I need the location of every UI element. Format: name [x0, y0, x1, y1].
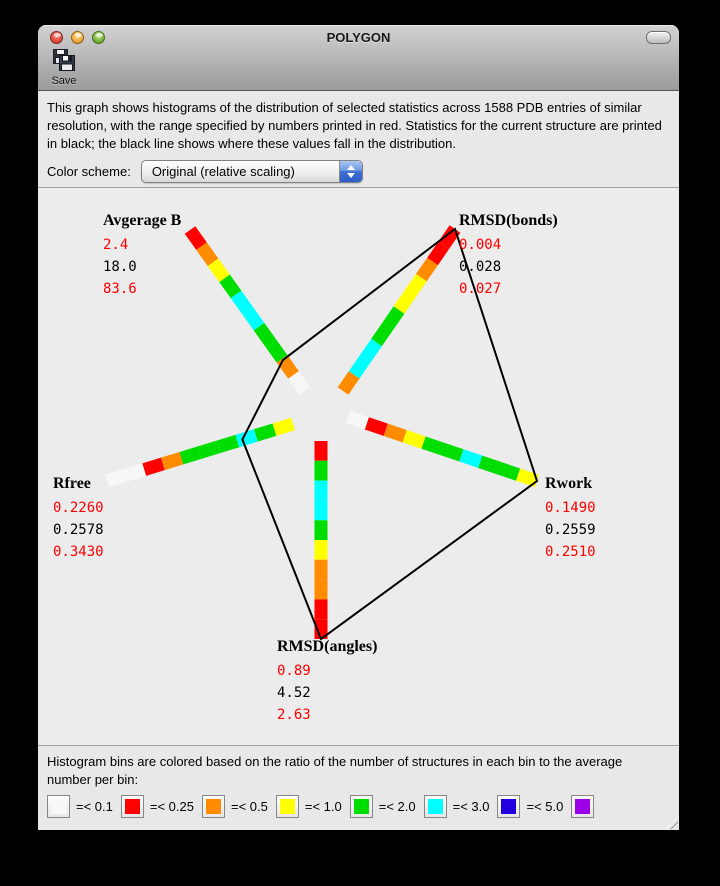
axis-current-value: 4.52: [277, 685, 311, 701]
axis-range-max: 2.63: [277, 707, 311, 723]
toolbar: [38, 51, 679, 90]
axis-current-value: 0.2559: [545, 522, 596, 538]
legend-label: =< 5.0: [526, 799, 564, 814]
legend-swatch: [571, 795, 594, 818]
legend-swatch: [47, 795, 70, 818]
title-bar[interactable]: [38, 25, 679, 51]
axis-range-min: 2.4: [103, 237, 129, 253]
save-button-label: Save: [51, 75, 77, 87]
axis-label-rmsd-bonds: [459, 212, 558, 300]
save-button[interactable]: [47, 48, 81, 87]
axis-range-min: 0.1490: [545, 500, 596, 516]
color-scheme-select[interactable]: [141, 160, 363, 183]
axis-label-rfree: [53, 475, 104, 563]
axis-name: RMSD(angles): [277, 638, 378, 655]
legend-row: [47, 795, 669, 818]
legend-label: =< 2.0: [378, 799, 416, 814]
legend-item: [47, 795, 113, 818]
save-floppy-icon: [52, 48, 76, 72]
legend-item: [497, 795, 563, 818]
color-scheme-row: [47, 160, 669, 183]
legend-label: =< 0.5: [230, 799, 268, 814]
chart-canvas: [38, 188, 679, 745]
legend-item: [276, 795, 342, 818]
description-text: This graph shows histograms of the distribution of selected statistics across 1588 PDB entries of similar resolution, with the range specified by numbers printed in red. Statistics for the current structure are printed in black; the black line shows where these values fall in the distribution.: [47, 100, 662, 151]
popup-stepper-icon: [339, 161, 362, 182]
axis-current-value: 0.2578: [53, 522, 104, 538]
legend-description-text: Histogram bins are colored based on the ratio of the number of structures in each bin to the average number per bin:: [47, 754, 623, 787]
legend-panel: [38, 745, 679, 830]
axis-name: Avgerage B: [103, 212, 182, 229]
window-title: POLYGON: [326, 30, 391, 45]
legend-label: =< 3.0: [452, 799, 490, 814]
legend-item: [571, 795, 600, 818]
legend-swatch: [202, 795, 225, 818]
axis-name: RMSD(bonds): [459, 212, 558, 229]
axis-range-max: 0.3430: [53, 544, 104, 560]
legend-item: [121, 795, 194, 818]
axis-range-max: 83.6: [103, 281, 137, 297]
axis-current-value: 0.028: [459, 259, 502, 275]
down-arrow-icon: [347, 173, 355, 178]
legend-swatch: [350, 795, 373, 818]
legend-item: [350, 795, 416, 818]
axis-current-value: 18.0: [103, 259, 137, 275]
axis-range-max: 0.027: [459, 281, 502, 297]
axis-range-min: 0.89: [277, 663, 311, 679]
color-scheme-selected-value: Original (relative scaling): [151, 164, 295, 179]
legend-swatch: [276, 795, 299, 818]
axis-label-rwork: [545, 475, 596, 563]
legend-swatch: [121, 795, 144, 818]
axis-name: Rfree: [53, 475, 91, 492]
legend-label: =< 1.0: [304, 799, 342, 814]
axis-range-max: 0.2510: [545, 544, 596, 560]
polygon-window: [38, 25, 679, 830]
axis-label-rmsd-angles: [277, 638, 377, 726]
legend-swatch: [497, 795, 520, 818]
axis-range-min: 0.004: [459, 237, 502, 253]
legend-label: =< 0.25: [149, 799, 194, 814]
legend-label: =< 0.1: [76, 799, 113, 814]
toolbar-toggle-button[interactable]: [646, 31, 671, 44]
window-chrome: [38, 25, 679, 91]
color-scheme-label: Color scheme:: [47, 164, 131, 179]
up-arrow-icon: [347, 165, 355, 170]
legend-swatch: [424, 795, 447, 818]
legend-item: [424, 795, 490, 818]
axis-range-min: 0.2260: [53, 500, 104, 516]
axis-name: Rwork: [545, 475, 593, 492]
axis-label-avgerage-b: [103, 212, 181, 300]
description-panel: [38, 91, 679, 188]
legend-item: [202, 795, 268, 818]
